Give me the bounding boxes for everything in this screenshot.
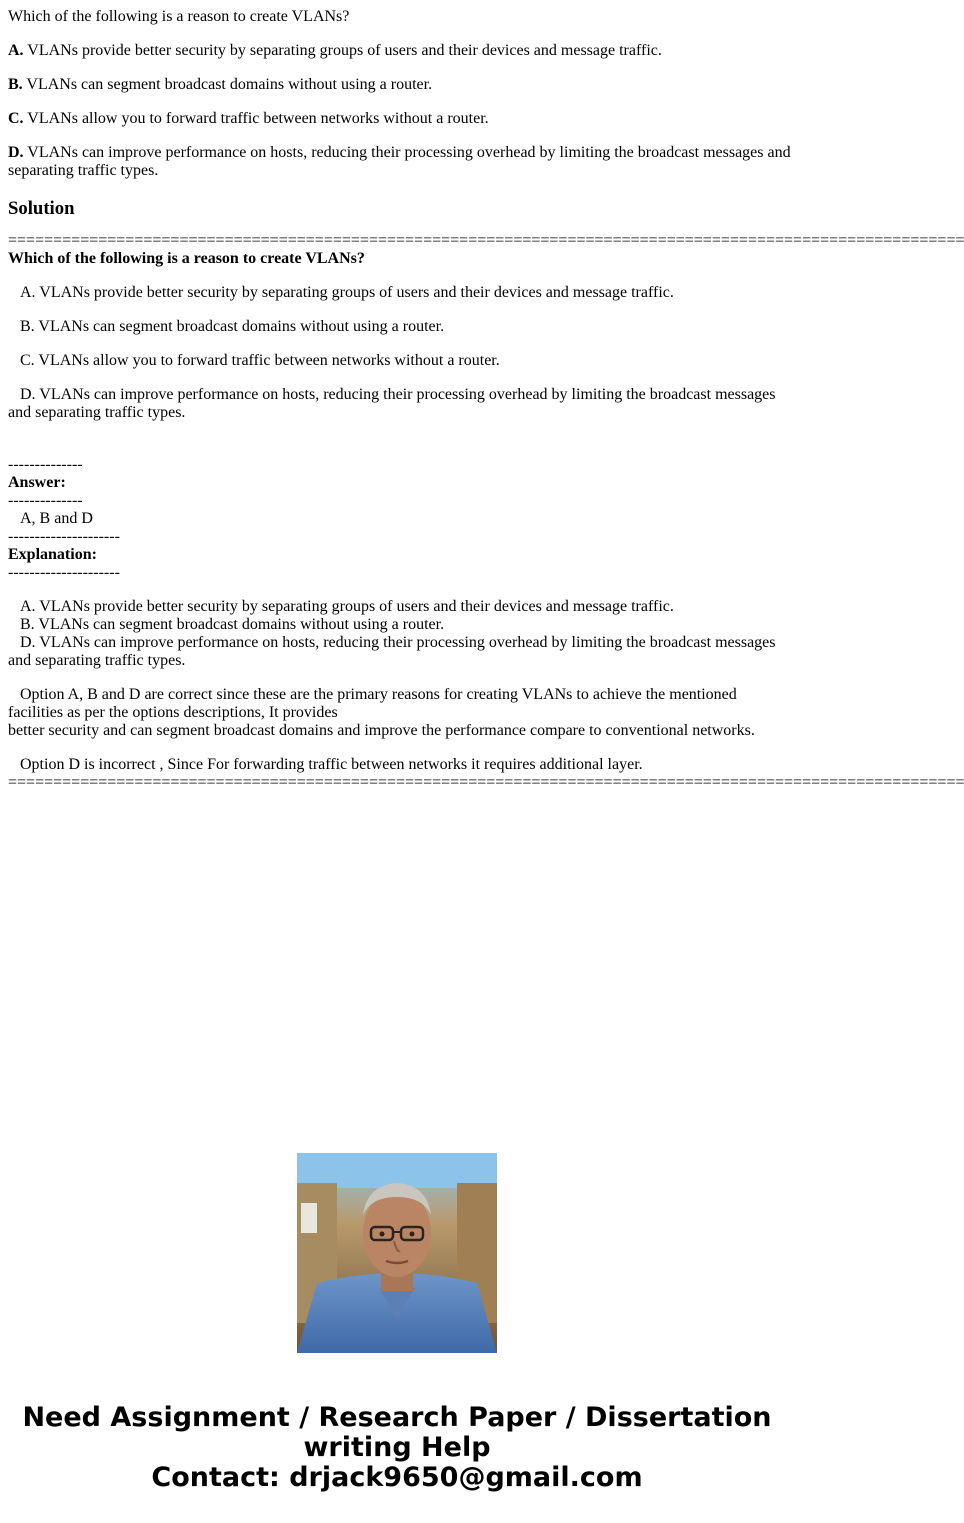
- answer-label-text: Answer:: [8, 474, 66, 491]
- explanation-divider-top: ---------------------: [8, 528, 120, 545]
- solution-question-text: Which of the following is a reason to create VLANs?: [8, 250, 365, 267]
- answer-divider-top: --------------: [8, 456, 83, 473]
- solution-option-a: A. VLANs provide better security by separating groups of users and their devices and message traffic.: [8, 284, 674, 301]
- option-d-letter: D.: [8, 144, 24, 161]
- option-c: [8, 110, 794, 128]
- solution-option-c: C. VLANs allow you to forward traffic between networks without a router.: [8, 352, 500, 369]
- answer-divider-bottom: --------------: [8, 492, 83, 509]
- option-c-letter: C.: [8, 110, 24, 127]
- option-b: [8, 76, 794, 94]
- solution-question: [8, 250, 794, 268]
- document-body: [8, 8, 964, 792]
- explanation-paragraph-1: Option A, B and D are correct since these are the primary reasons for creating VLANs to achieve the mentioned facilities as per the options descriptions, It provides: [8, 686, 741, 721]
- solution-heading: Solution: [8, 198, 75, 219]
- promo-contact: Contact: drjack9650@gmail.com: [151, 1462, 643, 1493]
- question-text: Which of the following is a reason to create VLANs?: [8, 8, 350, 25]
- explanation-paragraph-2: Option D is incorrect , Since For forwarding traffic between networks it requires additional layer.: [8, 756, 643, 773]
- option-b-text: VLANs can segment broadcast domains without using a router.: [22, 76, 433, 93]
- solution-option-b: B. VLANs can segment broadcast domains without using a router.: [8, 318, 445, 335]
- option-c-text: VLANs allow you to forward traffic between networks without a router.: [23, 110, 489, 127]
- option-a: [8, 42, 794, 60]
- promo-line-1: Need Assignment / Research Paper / Dissertation: [22, 1402, 772, 1433]
- promo-line-2: writing Help: [303, 1432, 491, 1463]
- option-a-text: VLANs provide better security by separating groups of users and their devices and message traffic.: [23, 42, 662, 59]
- explanation-label: [8, 546, 794, 564]
- answer-value: A, B and D: [8, 510, 93, 527]
- option-d-text: VLANs can improve performance on hosts, reducing their processing overhead by limiting the broadcast messages and separating traffic types.: [8, 144, 791, 179]
- option-a-letter: A.: [8, 42, 24, 59]
- explanation-item-b: B. VLANs can segment broadcast domains without using a router.: [8, 616, 445, 633]
- explanation-divider-bottom: ---------------------: [8, 564, 120, 581]
- explanation-item-a: A. VLANs provide better security by separating groups of users and their devices and message traffic.: [8, 598, 674, 615]
- explanation-label-text: Explanation:: [8, 546, 97, 563]
- divider-bottom: ==========================================================================================================: [8, 774, 964, 791]
- promo-banner: [0, 1403, 794, 1493]
- author-avatar: [297, 1153, 497, 1353]
- divider-top: ==========================================================================================================: [8, 232, 964, 249]
- author-photo: [297, 1153, 497, 1353]
- explanation-item-d: D. VLANs can improve performance on hosts, reducing their processing overhead by limiting the broadcast messages and separating traffic types.: [8, 634, 780, 669]
- answer-label: [8, 474, 794, 492]
- solution-option-d: D. VLANs can improve performance on hosts, reducing their processing overhead by limiting the broadcast messages and separating traffic types.: [8, 386, 780, 421]
- explanation-paragraph-1-cont: better security and can segment broadcast domains and improve the performance compare to conventional networks.: [8, 722, 755, 739]
- option-b-letter: B.: [8, 76, 23, 93]
- option-d: [8, 144, 794, 180]
